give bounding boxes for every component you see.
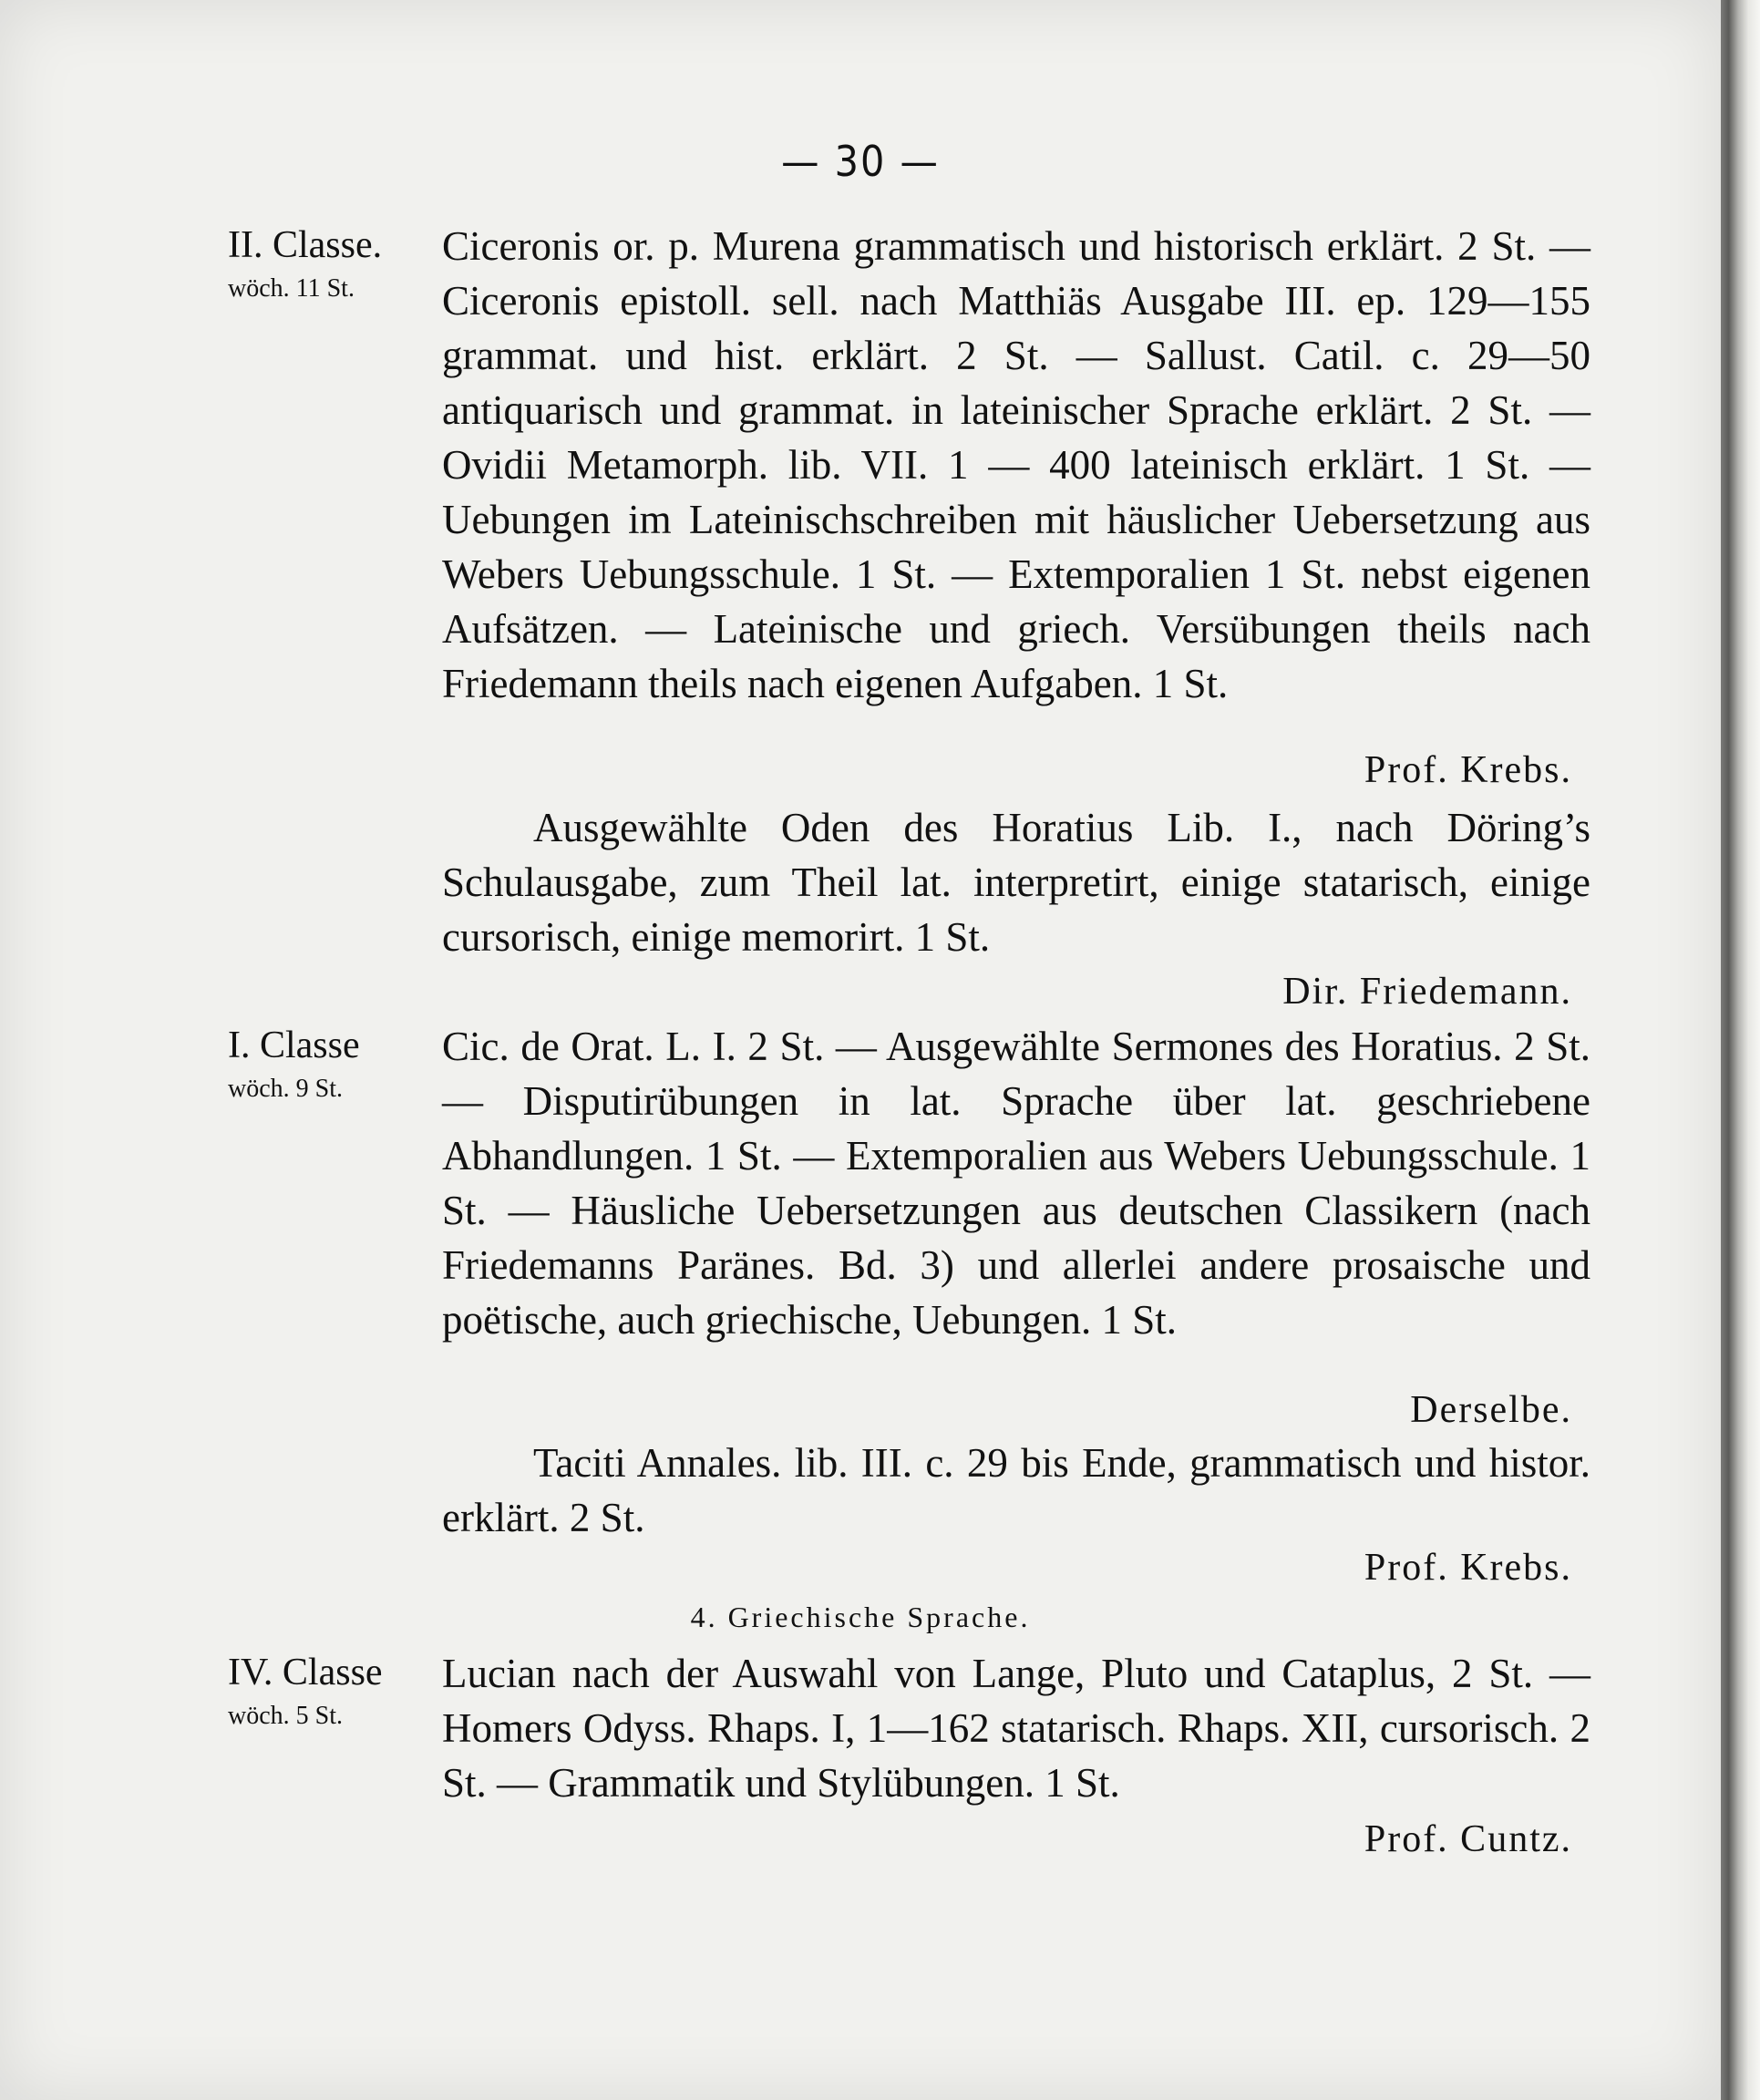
teacher-name: Derselbe. xyxy=(1410,1389,1572,1431)
course-description: Ciceronis or. p. Murena grammatisch und historisch erklärt. 2 St. — Ciceronis epistoll. sell. nach Matthiäs Ausgabe III. ep. 129—155 grammat. und hist. erklärt. 2 St. — Sallust. Catil. c. 29—50 antiquarisch und grammat. in lateinischer Sprache erklärt. 2 St. — Ovidii Metamorph. lib. VII. 1 — 400 lateinisch erklärt. 1 St. — Uebungen im Lateinischschreiben mit häuslicher Uebersetzung aus Webers Uebungsschule. 1 St. — Extemporalien 1 St. nebst eigenen Aufsätzen. — Lateinische und griech. Versübungen theils nach Friedemann theils nach eigenen Aufgaben. 1 St. xyxy=(442,223,1590,706)
weekly-hours: wöch. 5 St. xyxy=(228,1702,343,1730)
weekly-hours: wöch. 9 St. xyxy=(228,1075,343,1103)
class-name: I. Classe xyxy=(228,1024,360,1066)
teacher-name: Prof. Cuntz. xyxy=(1364,1818,1572,1860)
teacher-name: Prof. Krebs. xyxy=(1364,1547,1572,1589)
class-label xyxy=(228,1646,437,1734)
page-edge-shadow xyxy=(1721,0,1760,2100)
class-name: II. Classe. xyxy=(228,224,383,266)
class-label xyxy=(228,219,437,306)
course-description: Lucian nach der Auswahl von Lange, Pluto und Cataplus, 2 St. — Homers Odyss. Rhaps. I, 1—162 statarisch. Rhaps. XII, cursorisch. 2 St. — Grammatik und Stylübungen. 1 St. xyxy=(442,1651,1590,1806)
course-description: Cic. de Orat. L. I. 2 St. — Ausgewählte Sermones des Horatius. 2 St. — Disputirübungen in lat. Sprache über lat. geschriebene Abhandlungen. 1 St. — Extemporalien aus Webers Uebungsschule. 1 St. — Häusliche Uebersetzungen aus deutschen Classikern (nach Friedemanns Paränes. Bd. 3) und allerlei andere prosaische und poëtische, auch griechische, Uebungen. 1 St. xyxy=(442,1024,1590,1343)
class-label xyxy=(228,1019,437,1107)
subject-heading: 4. Griechische Sprache. xyxy=(690,1601,1031,1633)
course-description: Ausgewählte Oden des Horatius Lib. I., nach Döring’s Schulausgabe, zum Theil lat. interpretirt, einige statarisch, einige cursorisch, einige memorirt. 1 St. xyxy=(442,805,1590,960)
page-number: — 30 — xyxy=(781,137,940,186)
weekly-hours: wöch. 11 St. xyxy=(228,274,355,303)
teacher-name: Dir. Friedemann. xyxy=(1282,971,1572,1013)
teacher-name: Prof. Krebs. xyxy=(1364,749,1572,791)
class-name: IV. Classe xyxy=(228,1652,383,1693)
course-description: Taciti Annales. lib. III. c. 29 bis Ende, grammatisch und histor. erklärt. 2 St. xyxy=(442,1440,1590,1540)
